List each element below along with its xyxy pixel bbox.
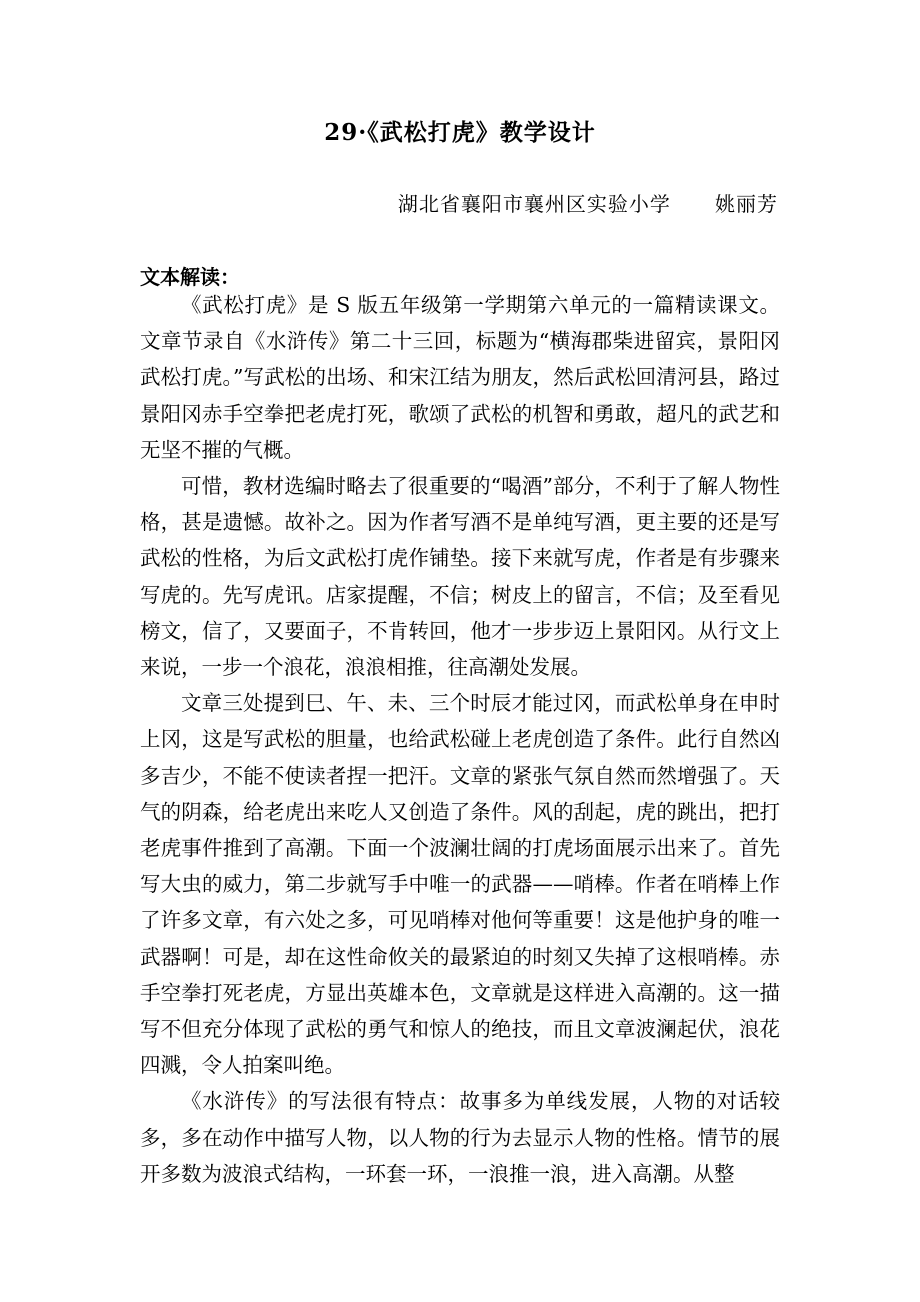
author-line: 湖北省襄阳市襄州区实验小学 姚丽芳 xyxy=(397,192,778,216)
section-heading: 文本解读： xyxy=(140,265,240,289)
paragraph: 可惜，教材选编时略去了很重要的“喝酒”部分，不利于了解人物性格，甚是遗憾。故补之。因为作者写酒不是单纯写酒，更主要的还是写武松的性格，为后文武松打虎作铺垫。接下来就写虎，作者是有步骤来写虎的。先写虎讯。店家提醒，不信；树皮上的留言，不信；及至看见榜文，信了，又要面子，不肯转回，他才一步步迈上景阳冈。从行文上来说，一步一个浪花，浪浪相推，往高潮处发展。 xyxy=(140,474,780,680)
page-title: 29·《武松打虎》教学设计 xyxy=(324,119,596,146)
paragraph: 《水浒传》的写法很有特点：故事多为单线发展，人物的对话较多，多在动作中描写人物，以人物的行为去显示人物的性格。情节的展开多数为波浪式结构，一环套一环，一浪推一浪，进入高潮。从整 xyxy=(140,1089,780,1186)
body-text xyxy=(140,287,780,1192)
paragraph: 文章三处提到巳、午、未、三个时辰才能过冈，而武松单身在申时上冈，这是写武松的胆量，也给武松碰上老虎创造了条件。此行自然凶多吉少，不能不使读者捏一把汗。文章的紧张气氛自然而然增强了。天气的阴森，给老虎出来吃人又创造了条件。风的刮起，虎的跳出，把打老虎事件推到了高潮。下面一个波澜壮阔的打虎场面展示出来了。首先写大虫的威力，第二步就写手中唯一的武器——哨棒。作者在哨棒上作了许多文章，有六处之多，可见哨棒对他何等重要！这是他护身的唯一武器啊！可是，却在这性命攸关的最紧迫的时刻又失掉了这根哨棒。赤手空拳打死老虎，方显出英雄本色，文章就是这样进入高潮的。这一描写不但充分体现了武松的勇气和惊人的绝技，而且文章波澜起伏，浪花四溅，令人拍案叫绝。 xyxy=(140,691,780,1078)
paragraph: 《武松打虎》是 S 版五年级第一学期第六单元的一篇精读课文。文章节录自《水浒传》第二十三回，标题为“横海郡柴进留宾，景阳冈武松打虎。”写武松的出场、和宋江结为朋友，然后武松回清河县，路过景阳冈赤手空拳把老虎打死，歌颂了武松的机智和勇敢，超凡的武艺和无坚不摧的气概。 xyxy=(140,293,780,462)
